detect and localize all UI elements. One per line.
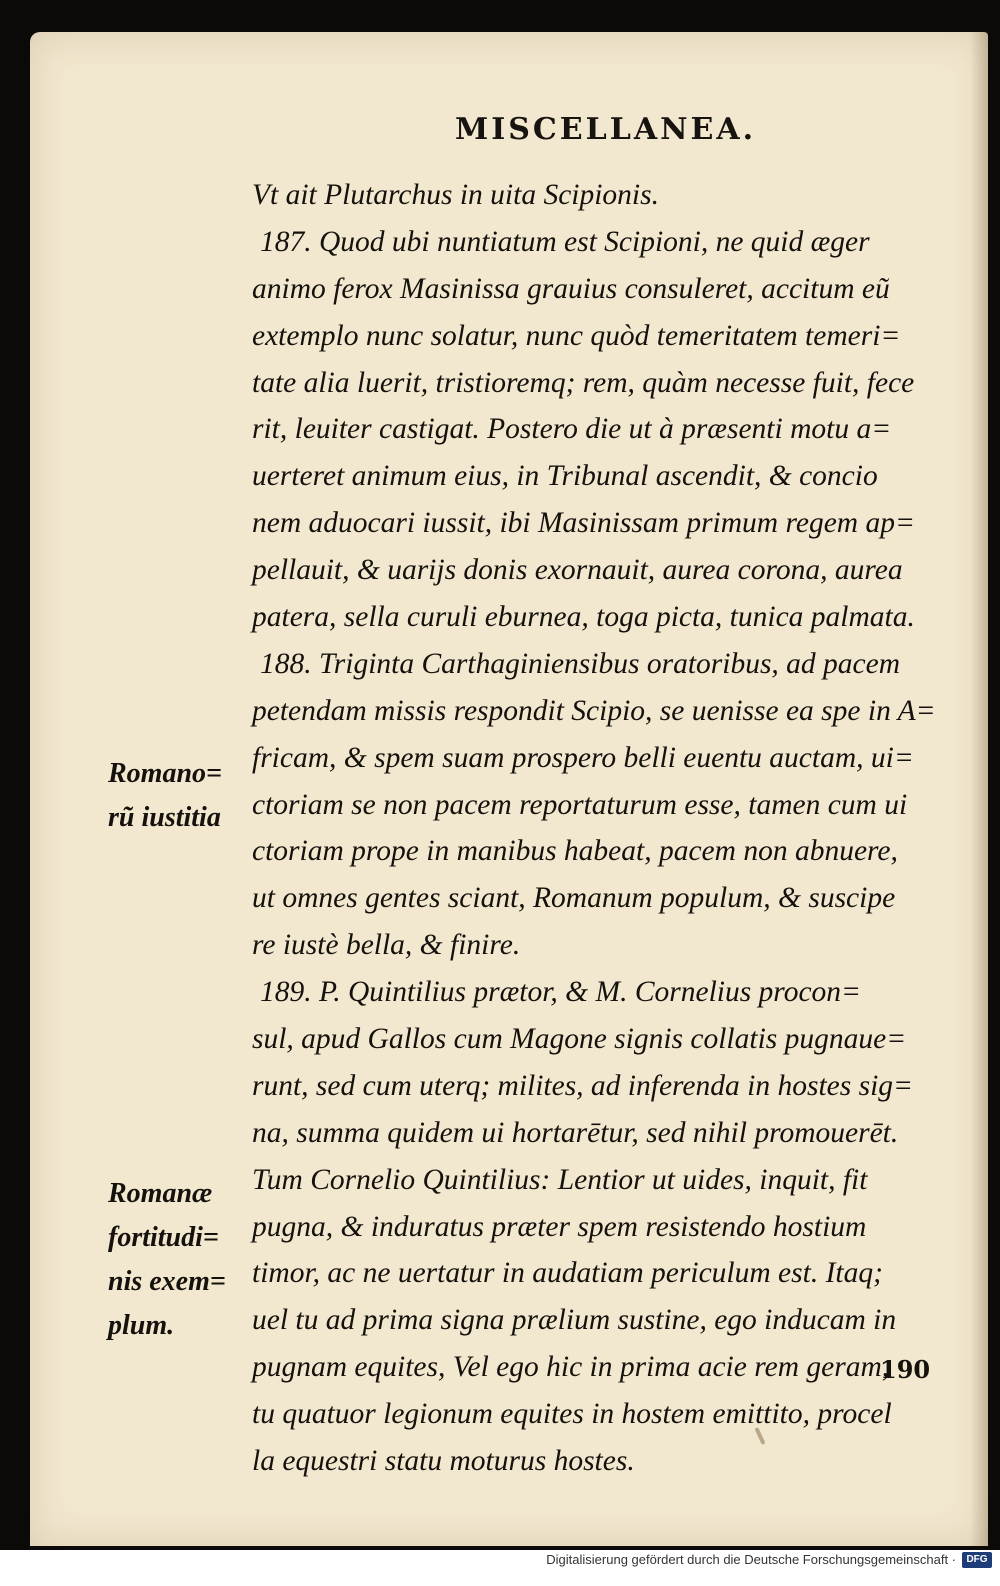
running-head: MISCELLANEA. <box>455 112 757 147</box>
text-line: tate alia luerit, tristioremq; rem, quàm necesse fuit, fece <box>252 366 915 399</box>
margin-note-line: plum. <box>108 1310 175 1341</box>
text-line: Vt ait Plutarchus in uita Scipionis. <box>252 179 659 211</box>
text-line: rit, leuiter castigat. Postero die ut à præsenti motu a= <box>252 413 892 446</box>
text-line: petendam missis respondit Scipio, se uenisse ea spe in A= <box>252 694 936 727</box>
text-line: ut omnes gentes sciant, Romanum populum, & suscipe <box>252 882 896 915</box>
text-line: na, summa quidem ui hortarētur, sed nihil promouerēt. <box>252 1116 899 1149</box>
margin-note-line: Romano= <box>108 758 222 789</box>
text-line: ctoriam se non pacem reportaturum esse, tamen cum ui <box>252 788 908 821</box>
text-line: pugnam equites, Vel ego hic in prima acie rem geram, <box>252 1351 890 1384</box>
text-line: uerteret animum eius, in Tribunal ascendit, & concio <box>252 460 878 493</box>
margin-note-line: Romanæ <box>108 1178 213 1209</box>
margin-note-line: nis exem= <box>108 1266 226 1297</box>
text-line: Tum Cornelio Quintilius: Lentior ut uides, inquit, fit <box>252 1163 868 1196</box>
text-line: uel tu ad prima signa prælium sustine, ego inducam in <box>252 1304 897 1337</box>
text-line: pellauit, & uarijs donis exornauit, aurea corona, aurea <box>252 554 903 587</box>
margin-note-justice <box>108 752 222 840</box>
catchword: 190 <box>880 1355 931 1384</box>
text-line: extemplo nunc solatur, nunc quòd temeritatem temeri= <box>252 319 901 352</box>
text-line: 188. Triginta Carthaginiensibus oratoribus, ad pacem <box>260 647 901 680</box>
page-edge-shadow <box>970 32 988 1546</box>
text-line: pugna, & induratus præter spem resistendo hostium <box>252 1210 867 1243</box>
text-line: timor, ac ne uertatur in audatiam periculum est. Itaq; <box>252 1257 883 1290</box>
footer-credit: Digitalisierung gefördert durch die Deutsche Forschungsgemeinschaft · <box>546 1552 956 1567</box>
text-line: animo ferox Masinissa grauius consuleret, accitum eũ <box>252 272 890 305</box>
text-line: 187. Quod ubi nuntiatum est Scipioni, ne quid æger <box>260 225 870 258</box>
text-line: fricam, & spem suam prospero belli euentu auctam, ui= <box>252 741 914 774</box>
margin-note-line: rũ iustitia <box>108 802 221 833</box>
text-line: ctoriam prope in manibus habeat, pacem non abnuere, <box>252 835 898 868</box>
body-text <box>252 172 942 1485</box>
margin-note-fortitude <box>108 1172 226 1348</box>
text-line: nem aduocari iussit, ibi Masinissam primum regem ap= <box>252 507 915 540</box>
text-line: sul, apud Gallos cum Magone signis collatis pugnaue= <box>252 1023 907 1056</box>
text-line: re iustè bella, & finire. <box>252 929 521 962</box>
text-line: patera, sella curuli eburnea, toga picta, tunica palmata. <box>252 601 915 634</box>
text-line: la equestri statu moturus hostes. <box>252 1445 635 1478</box>
dfg-logo-icon[interactable]: DFG <box>962 1552 992 1568</box>
margin-note-line: fortitudi= <box>108 1222 219 1253</box>
text-line: runt, sed cum uterq; milites, ad inferenda in hostes sig= <box>252 1069 913 1102</box>
text-line: tu quatuor legionum equites in hostem emittito, procel <box>252 1398 892 1431</box>
text-line: 189. P. Quintilius prætor, & M. Cornelius procon= <box>260 976 861 1009</box>
